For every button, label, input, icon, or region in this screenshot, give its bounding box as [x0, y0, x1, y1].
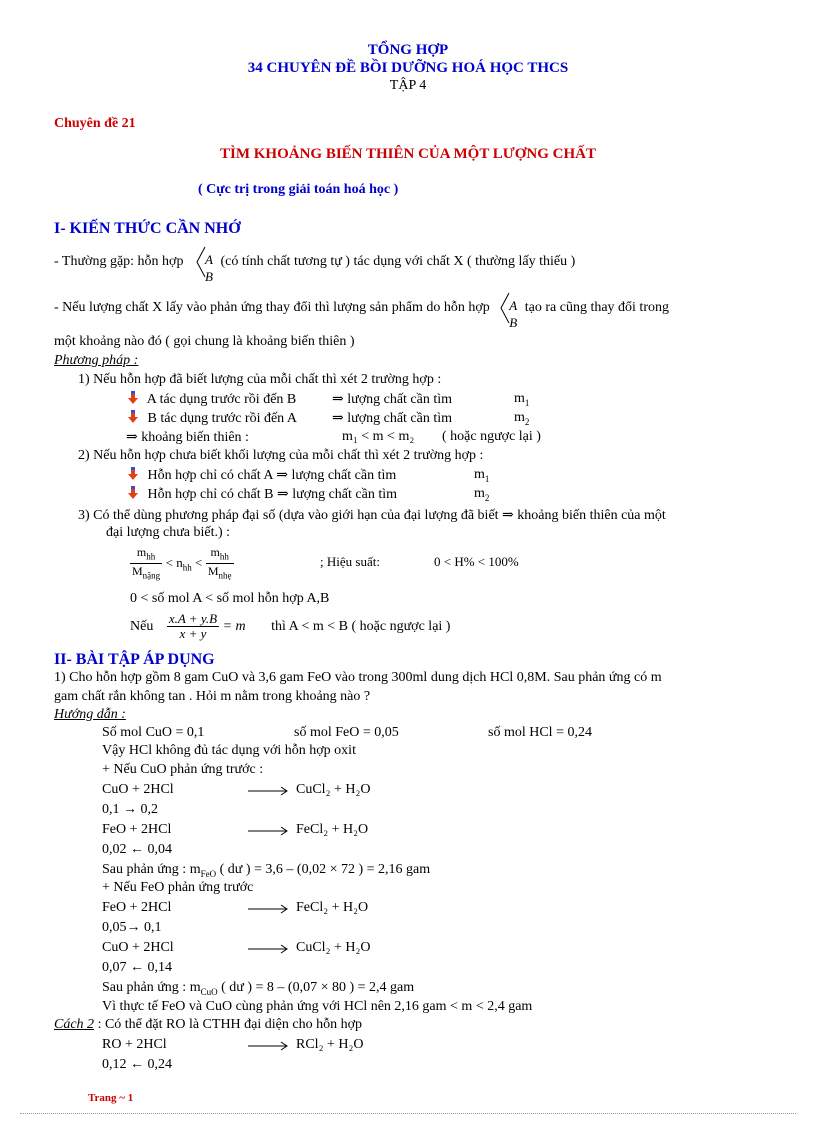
- item-2-a: Hỗn hợp chỉ có chất A ⇒ lượng chất cần tìm: [126, 467, 396, 484]
- mol-feo: số mol FeO = 0,05: [294, 725, 399, 740]
- bracket-a-2: A: [509, 298, 518, 313]
- reaction-4-mol: 0,07 ← 0,14: [102, 960, 172, 975]
- reaction-3-right: FeCl₂ + H₂O: [296, 900, 369, 915]
- reaction-5-left: RO + 2HCl: [102, 1037, 167, 1052]
- mol-line: 0 < số mol A < số mol hỗn hợp A,B: [130, 591, 330, 606]
- reaction-3-mol: 0,05→ 0,1: [102, 920, 162, 935]
- topic-subtitle: ( Cực trị trong giải toán hoá học ): [198, 182, 399, 197]
- arrow-bullet-icon: [126, 486, 140, 500]
- item-2-b-m: $m_2$: [474, 486, 490, 503]
- section-1-line-3: một khoảng nào đó ( gọi chung là khoảng biến thiên ): [54, 334, 355, 349]
- header-line-3: TẬP 4: [389, 78, 427, 93]
- reaction-1-left: CuO + 2HCl: [102, 782, 174, 797]
- topic-title: TÌM KHOẢNG BIẾN THIÊN CỦA MỘT LƯỢNG CHẤT: [219, 146, 597, 162]
- arrow-bullet-icon: [126, 391, 140, 405]
- after-reaction-1: Sau phản ứng : $m_{FeO}$ ( dư ) = 3,6 – (0,02 × 72 ) = 2,16 gam: [102, 862, 431, 879]
- method-label: Phương pháp :: [54, 353, 139, 368]
- reaction-2-left: FeO + 2HCl: [102, 822, 172, 837]
- section-1-heading: I- KIẾN THỨC CẦN NHỚ: [54, 220, 241, 237]
- bracket-b: B: [204, 269, 213, 284]
- header-line-1: TỔNG HỢP: [367, 42, 449, 58]
- arrow-bullet-icon: [126, 467, 140, 481]
- line2-post: tạo ra cũng thay đổi trong: [524, 300, 669, 316]
- mol-cuo: Số mol CuO = 0,1: [102, 725, 205, 740]
- not-enough: Vậy HCl không đủ tác dụng với hỗn hợp oxit: [102, 743, 356, 758]
- header-line-2: 34 CHUYÊN ĐỀ BỒI DƯỠNG HOÁ HỌC THCS: [247, 60, 569, 76]
- bracket-a: A: [204, 252, 213, 267]
- section-1-line-2: [54, 292, 770, 330]
- reaction-1-mol: 0,1 → 0,2: [102, 802, 158, 817]
- yield-label: ; Hiệu suất:: [320, 554, 380, 569]
- after-reaction-2: Sau phản ứng : $m_{CuO}$ ( dư ) = 8 – (0,07 × 80 ) = 2,4 gam: [102, 980, 415, 997]
- case-feo-first: + Nếu FeO phản ứng trước: [102, 880, 254, 895]
- line1-pre: - Thường gặp: hỗn hợp: [54, 254, 184, 270]
- reaction-arrow-icon: [248, 904, 290, 914]
- item-1: 1) Nếu hỗn hợp đã biết lượng của mỗi chất thì xét 2 trường hợp :: [78, 372, 442, 387]
- reaction-arrow-icon: [248, 944, 290, 954]
- item-3-line-1: 3) Có thể dùng phương pháp đại số (dựa vào giới hạn của đại lượng đã biết ⇒ khoảng biến thiên của một: [78, 508, 666, 523]
- fraction-weighted-average: $\frac{x.A + y.B}{x + y}$: [168, 611, 218, 641]
- fraction-m-over-M-heavy: $\frac{m_{hh}}{M_{nặng}}$: [132, 545, 161, 581]
- conclusion: Vì thực tế FeO và CuO cùng phản ứng với HCl nên 2,16 gam < m < 2,4 gam: [102, 999, 533, 1014]
- reaction-1-right: CuCl₂ + H₂O: [296, 782, 371, 797]
- reaction-4-right: CuCl₂ + H₂O: [296, 940, 371, 955]
- item-1-a-m: $m_1$: [514, 391, 530, 408]
- way-2: Cách 2 : Có thể đặt RO là CTHH đại diện cho hỗn hợp: [54, 1017, 362, 1032]
- reaction-4-left: CuO + 2HCl: [102, 940, 174, 955]
- line2-pre: - Nếu lượng chất X lấy vào phản ứng thay đổi thì lượng sản phẩm do hỗn hợp: [54, 300, 490, 316]
- reaction-arrow-icon: [248, 786, 290, 796]
- page-number: Trang ~ 1: [88, 1092, 134, 1104]
- reaction-arrow-icon: [248, 1041, 290, 1051]
- item-1-a: A tác dụng trước rồi đến B: [126, 391, 296, 408]
- mol-hcl: số mol HCl = 0,24: [488, 725, 592, 740]
- item-2: 2) Nếu hỗn hợp chưa biết khối lượng của mỗi chất thì xét 2 trường hợp :: [78, 448, 484, 463]
- footer-divider: [20, 1113, 796, 1114]
- problem-line-2: gam chất rắn không tan . Hỏi m nằm trong khoảng nào ?: [54, 689, 371, 704]
- yield-range: 0 < H% < 100%: [434, 554, 519, 569]
- reaction-arrow-icon: [248, 826, 290, 836]
- reaction-5-right: RCl₂ + H₂O: [296, 1037, 364, 1052]
- case-cuo-first: + Nếu CuO phản ứng trước :: [102, 762, 264, 777]
- item-1-c-post: ( hoặc ngược lại ): [442, 429, 541, 444]
- item-2-a-m: $m_1$: [474, 467, 490, 484]
- section-1-line-1: [54, 246, 576, 284]
- section-2-heading: II- BÀI TẬP ÁP DỤNG: [54, 651, 215, 668]
- item-1-c-range: m₁ < m < m₂: [342, 429, 415, 444]
- reaction-2-right: FeCl₂ + H₂O: [296, 822, 369, 837]
- reaction-5-mol: 0,12 ← 0,24: [102, 1057, 172, 1072]
- guide-label: Hướng dẫn :: [54, 707, 126, 722]
- bracket-b-2: B: [509, 315, 518, 330]
- item-1-a-result: ⇒ lượng chất cần tìm: [332, 392, 453, 407]
- fraction-m-over-M-light: $\frac{m_{hh}}{M_{nhẹ}}$: [207, 545, 232, 581]
- formula-1: $\frac{m_{hh}}{M_{nặng}}$ < $n_{hh}$ < $\frac{m_{hh}}{M_{nhẹ}}$: [132, 545, 232, 581]
- item-1-b-result: ⇒ lượng chất cần tìm: [332, 411, 453, 426]
- ab-bracket-2: [499, 292, 521, 330]
- formula-3: Nếu $\frac{x.A + y.B}{x + y}$ = m thì A < m < B ( hoặc ngược lại ): [130, 611, 451, 641]
- item-1-b: B tác dụng trước rồi đến A: [126, 410, 297, 427]
- item-1-c: ⇒ khoảng biến thiên :: [126, 430, 249, 445]
- item-1-b-m: $m_2$: [514, 410, 530, 427]
- arrow-bullet-icon: [126, 410, 140, 424]
- reaction-3-left: FeO + 2HCl: [102, 900, 172, 915]
- line1-post: (có tính chất tương tự ) tác dụng với chất X ( thường lấy thiếu ): [220, 254, 576, 270]
- reaction-2-mol: 0,02 ← 0,04: [102, 842, 172, 857]
- topic-label: Chuyên đề 21: [54, 116, 136, 131]
- problem-line-1: 1) Cho hỗn hợp gồm 8 gam CuO và 3,6 gam FeO vào trong 300ml dung dịch HCl 0,8M. Sau phản ứng có m: [54, 670, 662, 685]
- ab-bracket: [195, 246, 217, 284]
- item-3-line-2: đại lượng chưa biết.) :: [106, 525, 231, 540]
- item-2-b: Hỗn hợp chỉ có chất B ⇒ lượng chất cần tìm: [126, 486, 397, 503]
